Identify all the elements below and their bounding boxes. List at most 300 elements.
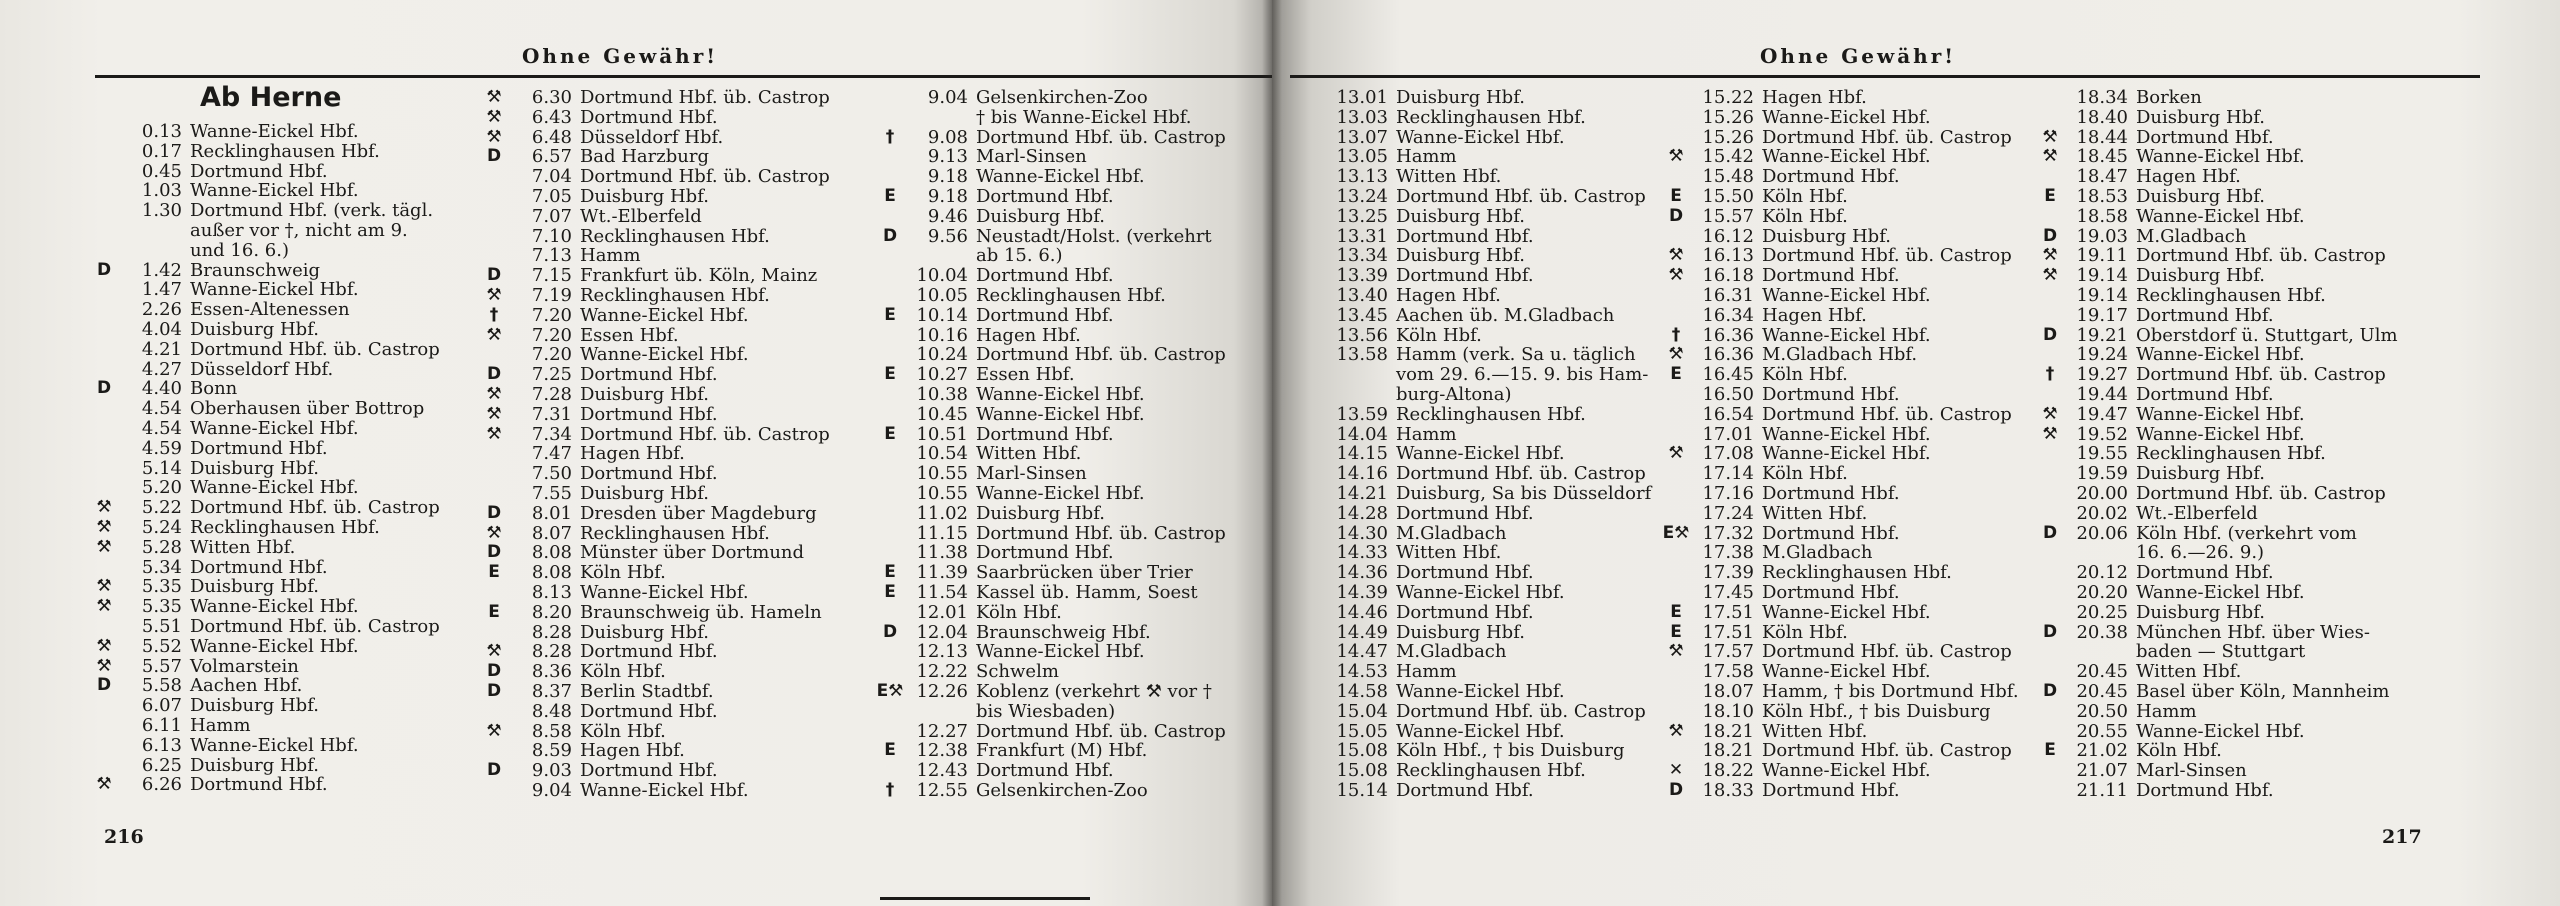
destination: Hamm xyxy=(2136,700,2197,722)
departure-time: 7.20 xyxy=(531,344,572,366)
departure-time: 13.40 xyxy=(1336,284,1388,306)
departure-time: 18.07 xyxy=(1702,680,1754,702)
destination: M.Gladbach Hbf. xyxy=(1762,344,1918,366)
destination: Wanne-Eickel Hbf. xyxy=(190,635,359,657)
destination: Saarbrücken über Trier xyxy=(976,562,1193,584)
destination: Wanne-Eickel Hbf. xyxy=(1762,284,1931,306)
destination: Wanne-Eickel Hbf. xyxy=(976,383,1145,405)
departure-time: 7.15 xyxy=(531,265,572,287)
service-marker: † xyxy=(1671,324,1681,345)
destination: Dortmund Hbf. xyxy=(2136,126,2274,148)
service-marker: E xyxy=(2044,740,2056,761)
departure-time: 10.38 xyxy=(916,383,968,405)
destination: Wanne-Eickel Hbf. xyxy=(2136,205,2305,227)
destination: Braunschweig xyxy=(190,259,320,281)
destination: burg-Altona) xyxy=(1396,383,1512,405)
left-page xyxy=(0,0,1272,906)
departure-time: 5.52 xyxy=(141,635,182,657)
destination: Wanne-Eickel Hbf. xyxy=(976,482,1145,504)
departure-time: 8.59 xyxy=(531,740,572,762)
departure-time: 10.55 xyxy=(916,482,968,504)
destination: Wanne-Eickel Hbf. xyxy=(1762,443,1931,465)
departure-time: 20.45 xyxy=(2076,680,2128,702)
departure-time: 18.45 xyxy=(2076,146,2128,168)
destination: Dortmund Hbf. üb. Castrop xyxy=(1762,126,2012,148)
destination: Duisburg Hbf. xyxy=(1396,205,1525,227)
departure-time: 15.48 xyxy=(1702,166,1754,188)
destination: Wanne-Eickel Hbf. xyxy=(1396,126,1565,148)
destination: Dortmund Hbf. üb. Castrop xyxy=(1762,245,2012,267)
departure-time: 5.34 xyxy=(141,556,182,578)
page-header: Ohne Gewähr! xyxy=(1760,44,1957,68)
destination: Wanne-Eickel Hbf. xyxy=(976,166,1145,188)
departure-time: 16.18 xyxy=(1702,265,1754,287)
service-marker: ⚒ xyxy=(486,284,502,305)
bottom-rule xyxy=(880,897,1090,900)
destination: Dortmund Hbf. xyxy=(580,106,718,128)
departure-time: 13.56 xyxy=(1336,324,1388,346)
destination: Wanne-Eickel Hbf. xyxy=(2136,581,2305,603)
destination: Recklinghausen Hbf. xyxy=(2136,443,2326,465)
service-marker: ⚒ xyxy=(2042,126,2058,147)
departure-time: 20.12 xyxy=(2076,562,2128,584)
departure-time: 6.26 xyxy=(141,774,182,796)
destination: Dortmund Hbf. xyxy=(1762,482,1900,504)
destination: Duisburg Hbf. xyxy=(580,621,709,643)
destination: Dortmund Hbf. xyxy=(1762,779,1900,801)
destination: Recklinghausen Hbf. xyxy=(190,516,380,538)
service-marker: E xyxy=(488,562,500,583)
destination: Dortmund Hbf. xyxy=(1396,265,1534,287)
destination: Oberstdorf ü. Stuttgart, Ulm xyxy=(2136,324,2398,346)
destination: Wanne-Eickel Hbf. xyxy=(580,344,749,366)
departure-time: 16.31 xyxy=(1702,284,1754,306)
departure-time: 2.26 xyxy=(141,299,182,321)
departure-time: 10.24 xyxy=(916,344,968,366)
destination: Düsseldorf Hbf. xyxy=(190,358,334,380)
service-marker: ⚒ xyxy=(96,576,112,597)
service-marker: D xyxy=(96,378,112,399)
destination: bis Wiesbaden) xyxy=(976,700,1116,722)
departure-time: 5.35 xyxy=(141,576,182,598)
destination: Recklinghausen Hbf. xyxy=(1396,106,1586,128)
destination: Wanne-Eickel Hbf. xyxy=(1396,720,1565,742)
departure-time: 14.53 xyxy=(1336,661,1388,683)
service-marker: D xyxy=(96,259,112,280)
departure-time: 14.30 xyxy=(1336,522,1388,544)
departure-time: 6.25 xyxy=(141,754,182,776)
destination: Duisburg Hbf. xyxy=(1762,225,1891,247)
departure-time: 13.07 xyxy=(1336,126,1388,148)
service-marker: E xyxy=(884,562,896,583)
departure-time: 0.45 xyxy=(141,160,182,182)
departure-time: 10.55 xyxy=(916,463,968,485)
service-marker: D xyxy=(486,146,502,167)
departure-time: 6.11 xyxy=(141,714,182,736)
destination: Dortmund Hbf. xyxy=(2136,779,2274,801)
destination: Hamm (verk. Sa u. täglich xyxy=(1396,344,1636,366)
departure-time: 4.40 xyxy=(141,378,182,400)
destination: Gelsenkirchen-Zoo xyxy=(976,779,1148,801)
service-marker: ⚒ xyxy=(486,324,502,345)
destination: Hagen Hbf. xyxy=(2136,166,2241,188)
departure-time: 16.50 xyxy=(1702,383,1754,405)
service-marker: E xyxy=(2044,185,2056,206)
destination: Dortmund Hbf. üb. Castrop xyxy=(2136,245,2386,267)
departure-time: 7.04 xyxy=(531,166,572,188)
departure-time: 14.46 xyxy=(1336,601,1388,623)
departure-time: 8.37 xyxy=(531,680,572,702)
destination: Dortmund Hbf. xyxy=(976,304,1114,326)
departure-time: 19.24 xyxy=(2076,344,2128,366)
section-title: Ab Herne xyxy=(200,82,342,113)
destination: Dortmund Hbf. xyxy=(2136,304,2274,326)
departure-time: 4.21 xyxy=(141,338,182,360)
destination: Duisburg Hbf. xyxy=(580,185,709,207)
destination: Dortmund Hbf. xyxy=(190,437,328,459)
page-number: 217 xyxy=(2382,826,2422,848)
service-marker: ⚒ xyxy=(486,522,502,543)
service-marker: ⚒ xyxy=(96,536,112,557)
departure-time: 17.39 xyxy=(1702,562,1754,584)
departure-time: 6.57 xyxy=(531,146,572,168)
departure-time: 13.34 xyxy=(1336,245,1388,267)
service-marker: D xyxy=(1668,779,1684,800)
departure-time: 19.03 xyxy=(2076,225,2128,247)
service-marker: D xyxy=(96,675,112,696)
departure-time: 15.04 xyxy=(1336,700,1388,722)
departure-time: 14.04 xyxy=(1336,423,1388,445)
departure-time: 19.52 xyxy=(2076,423,2128,445)
departure-time: 10.54 xyxy=(916,443,968,465)
departure-time: 4.27 xyxy=(141,358,182,380)
destination: Wanne-Eickel Hbf. xyxy=(190,417,359,439)
destination: Hamm xyxy=(1396,423,1457,445)
destination: Dortmund Hbf. xyxy=(1762,522,1900,544)
departure-time: 10.51 xyxy=(916,423,968,445)
departure-time: 14.49 xyxy=(1336,621,1388,643)
departure-time: 7.13 xyxy=(531,245,572,267)
service-marker: D xyxy=(2042,522,2058,543)
service-marker: † xyxy=(885,126,895,147)
departure-time: 17.16 xyxy=(1702,482,1754,504)
departure-time: 18.47 xyxy=(2076,166,2128,188)
destination: Dortmund Hbf. üb. Castrop xyxy=(976,344,1226,366)
departure-time: 11.02 xyxy=(916,502,968,524)
departure-time: 6.30 xyxy=(531,87,572,108)
destination: Dortmund Hbf. xyxy=(580,760,718,782)
destination: Düsseldorf Hbf. xyxy=(580,126,724,148)
departure-time: 20.38 xyxy=(2076,621,2128,643)
departure-time: 18.40 xyxy=(2076,106,2128,128)
departure-time: 12.26 xyxy=(916,680,968,702)
destination: und 16. 6.) xyxy=(190,239,289,261)
service-marker: ⚒ xyxy=(1668,344,1684,365)
departure-time: 17.24 xyxy=(1702,502,1754,524)
departure-time: 21.02 xyxy=(2076,740,2128,762)
departure-time: 12.27 xyxy=(916,720,968,742)
destination: Dortmund Hbf. üb. Castrop xyxy=(1396,700,1646,722)
destination: Duisburg Hbf. xyxy=(2136,463,2265,485)
destination: Wanne-Eickel Hbf. xyxy=(190,121,359,142)
destination: † bis Wanne-Eickel Hbf. xyxy=(976,106,1192,128)
destination: Dortmund Hbf. xyxy=(190,556,328,578)
destination: Köln Hbf. xyxy=(1762,205,1848,227)
destination: Duisburg Hbf. xyxy=(190,695,319,717)
destination: Oberhausen über Bottrop xyxy=(190,398,425,420)
destination: Wt.-Elberfeld xyxy=(2136,502,2258,524)
departure-time: 15.08 xyxy=(1336,760,1388,782)
departure-time: 14.47 xyxy=(1336,641,1388,663)
destination: Dortmund Hbf. xyxy=(976,423,1114,445)
service-marker: D xyxy=(486,760,502,781)
destination: Frankfurt (M) Hbf. xyxy=(976,740,1148,762)
departure-time: 6.43 xyxy=(531,106,572,128)
destination: Dortmund Hbf. xyxy=(1396,225,1534,247)
destination: Wanne-Eickel Hbf. xyxy=(2136,146,2305,168)
destination: Duisburg Hbf. xyxy=(1396,245,1525,267)
departure-time: 12.22 xyxy=(916,661,968,683)
departure-time: 11.15 xyxy=(916,522,968,544)
destination: Hagen Hbf. xyxy=(580,740,685,762)
departure-time: 17.32 xyxy=(1702,522,1754,544)
service-marker: † xyxy=(489,304,499,325)
destination: Dortmund Hbf. üb. Castrop xyxy=(2136,482,2386,504)
departure-time: 9.46 xyxy=(927,205,968,227)
destination: Frankfurt üb. Köln, Mainz xyxy=(580,265,818,287)
destination: Hagen Hbf. xyxy=(976,324,1081,346)
destination: Dresden über Magdeburg xyxy=(580,502,817,524)
destination: Recklinghausen Hbf. xyxy=(190,140,380,162)
departure-time: 13.59 xyxy=(1336,403,1388,425)
destination: Dortmund Hbf. üb. Castrop xyxy=(1396,185,1646,207)
departure-time: 15.14 xyxy=(1336,779,1388,801)
destination: Köln Hbf. xyxy=(580,661,666,683)
service-marker: D xyxy=(486,680,502,701)
destination: Dortmund Hbf. üb. Castrop xyxy=(1762,641,2012,663)
service-marker: ⚒ xyxy=(96,635,112,656)
service-marker: ⚒ xyxy=(1668,641,1684,662)
departure-time: 19.17 xyxy=(2076,304,2128,326)
destination: Dortmund Hbf. xyxy=(976,185,1114,207)
header-rule xyxy=(1290,75,2480,78)
destination: Köln Hbf., † bis Duisburg xyxy=(1396,740,1625,762)
destination: Duisburg Hbf. xyxy=(976,502,1105,524)
departure-time: 8.13 xyxy=(531,581,572,603)
departure-time: 18.10 xyxy=(1702,700,1754,722)
departure-time: 12.38 xyxy=(916,740,968,762)
destination: Dortmund Hbf. xyxy=(1762,581,1900,603)
departure-time: 21.11 xyxy=(2076,779,2128,801)
service-marker: E xyxy=(1670,601,1682,622)
destination: Dortmund Hbf. üb. Castrop xyxy=(190,497,440,519)
departure-time: 7.31 xyxy=(531,403,572,425)
destination: München Hbf. über Wies- xyxy=(2136,621,2370,643)
departure-time: 7.50 xyxy=(531,463,572,485)
destination: Gelsenkirchen-Zoo xyxy=(976,87,1148,108)
destination: Witten Hbf. xyxy=(1396,542,1502,564)
destination: M.Gladbach xyxy=(2136,225,2247,247)
departure-time: 11.54 xyxy=(916,581,968,603)
departure-time: 1.03 xyxy=(141,180,182,202)
departure-time: 14.36 xyxy=(1336,562,1388,584)
departure-time: 16.45 xyxy=(1702,364,1754,386)
departure-time: 16.36 xyxy=(1702,344,1754,366)
service-marker: ⚒ xyxy=(486,403,502,424)
departure-time: 6.13 xyxy=(141,734,182,756)
departure-time: 8.36 xyxy=(531,661,572,683)
destination: Dortmund Hbf. xyxy=(580,364,718,386)
departure-time: 20.50 xyxy=(2076,700,2128,722)
service-marker: D xyxy=(486,265,502,286)
departure-time: 9.04 xyxy=(927,87,968,108)
destination: Recklinghausen Hbf. xyxy=(976,284,1166,306)
service-marker: † xyxy=(2045,364,2055,385)
destination: Neustadt/Holst. (verkehrt xyxy=(976,225,1212,247)
destination: Dortmund Hbf. üb. Castrop xyxy=(976,720,1226,742)
departure-time: 10.05 xyxy=(916,284,968,306)
service-marker: ⚒ xyxy=(2042,423,2058,444)
destination: Wanne-Eickel Hbf. xyxy=(2136,423,2305,445)
destination: Köln Hbf. xyxy=(976,601,1062,623)
service-marker: E⚒ xyxy=(1662,522,1690,543)
service-marker: ⚒ xyxy=(1668,265,1684,286)
destination: Dortmund Hbf. xyxy=(580,463,718,485)
destination: baden — Stuttgart xyxy=(2136,641,2306,663)
destination: Wanne-Eickel Hbf. xyxy=(190,279,359,301)
departure-time: 13.45 xyxy=(1336,304,1388,326)
service-marker: D xyxy=(2042,225,2058,246)
departure-time: 16.13 xyxy=(1702,245,1754,267)
departure-time: 13.24 xyxy=(1336,185,1388,207)
departure-time: 16.34 xyxy=(1702,304,1754,326)
departure-time: 19.27 xyxy=(2076,364,2128,386)
destination: Dortmund Hbf. xyxy=(580,700,718,722)
destination: Dortmund Hbf. üb. Castrop xyxy=(190,615,440,637)
destination: Recklinghausen Hbf. xyxy=(580,522,770,544)
departure-time: 7.34 xyxy=(531,423,572,445)
destination: M.Gladbach xyxy=(1396,522,1507,544)
service-marker: E xyxy=(884,423,896,444)
destination: Wanne-Eickel Hbf. xyxy=(1762,601,1931,623)
departure-time: 7.10 xyxy=(531,225,572,247)
destination: Braunschweig Hbf. xyxy=(976,621,1151,643)
departure-time: 4.54 xyxy=(141,417,182,439)
destination: Hagen Hbf. xyxy=(1396,284,1501,306)
departure-time: 19.11 xyxy=(2076,245,2128,267)
destination: Bad Harzburg xyxy=(580,146,709,168)
destination: Hamm xyxy=(580,245,641,267)
departure-time: 15.26 xyxy=(1702,126,1754,148)
departure-time: 15.50 xyxy=(1702,185,1754,207)
departure-time: 18.34 xyxy=(2076,87,2128,108)
service-marker: ⚒ xyxy=(2042,403,2058,424)
departure-time: 17.51 xyxy=(1702,601,1754,623)
destination: Recklinghausen Hbf. xyxy=(580,284,770,306)
departure-time: 19.59 xyxy=(2076,463,2128,485)
departure-time: 7.25 xyxy=(531,364,572,386)
departure-time: 7.55 xyxy=(531,482,572,504)
service-marker: ⚒ xyxy=(2042,146,2058,167)
destination: Wanne-Eickel Hbf. xyxy=(190,180,359,202)
departure-time: 13.13 xyxy=(1336,166,1388,188)
service-marker: E xyxy=(488,601,500,622)
departure-time: 19.14 xyxy=(2076,284,2128,306)
destination: Wanne-Eickel Hbf. xyxy=(1762,423,1931,445)
service-marker: ⚒ xyxy=(1668,443,1684,464)
service-marker: E xyxy=(884,185,896,206)
departure-time: 15.26 xyxy=(1702,106,1754,128)
departure-time: 5.51 xyxy=(141,615,182,637)
service-marker: D xyxy=(882,225,898,246)
destination: Wanne-Eickel Hbf. xyxy=(1762,661,1931,683)
departure-time: 19.44 xyxy=(2076,383,2128,405)
destination: Wanne-Eickel Hbf. xyxy=(1762,106,1931,128)
destination: Wanne-Eickel Hbf. xyxy=(190,596,359,618)
service-marker: † xyxy=(885,779,895,800)
destination: Essen Hbf. xyxy=(976,364,1075,386)
destination: M.Gladbach xyxy=(1396,641,1507,663)
destination: Marl-Sinsen xyxy=(2136,760,2247,782)
destination: Duisburg Hbf. xyxy=(1396,87,1525,108)
destination: Witten Hbf. xyxy=(2136,661,2242,683)
destination: Dortmund Hbf. üb. Castrop xyxy=(1396,463,1646,485)
departure-time: 7.05 xyxy=(531,185,572,207)
destination: Wanne-Eickel Hbf. xyxy=(1762,146,1931,168)
departure-time: 18.33 xyxy=(1702,779,1754,801)
destination: Dortmund Hbf. xyxy=(1762,383,1900,405)
departure-time: 4.04 xyxy=(141,318,182,340)
destination: Duisburg Hbf. xyxy=(580,383,709,405)
destination: Recklinghausen Hbf. xyxy=(1762,562,1952,584)
destination: Dortmund Hbf. xyxy=(976,265,1114,287)
destination: Duisburg Hbf. xyxy=(2136,601,2265,623)
service-marker: ✕ xyxy=(1668,760,1684,781)
destination: Hagen Hbf. xyxy=(1762,87,1867,108)
destination: Köln Hbf. xyxy=(1762,621,1848,643)
departure-time: 1.42 xyxy=(141,259,182,281)
destination: Duisburg, Sa bis Düsseldorf xyxy=(1396,482,1652,504)
service-marker: ⚒ xyxy=(1668,720,1684,741)
destination: Dortmund Hbf. xyxy=(1396,562,1534,584)
destination: Witten Hbf. xyxy=(190,536,296,558)
departure-time: 20.02 xyxy=(2076,502,2128,524)
destination: Aachen üb. M.Gladbach xyxy=(1396,304,1615,326)
destination: Wanne-Eickel Hbf. xyxy=(2136,344,2305,366)
departure-time: 8.07 xyxy=(531,522,572,544)
destination: Köln Hbf. xyxy=(580,720,666,742)
destination: Wanne-Eickel Hbf. xyxy=(976,641,1145,663)
departure-time: 15.08 xyxy=(1336,740,1388,762)
departure-time: 5.58 xyxy=(141,675,182,697)
departure-time: 12.13 xyxy=(916,641,968,663)
destination: Wanne-Eickel Hbf. xyxy=(1396,581,1565,603)
header-rule xyxy=(95,75,1272,78)
departure-time: 13.01 xyxy=(1336,87,1388,108)
destination: außer vor †, nicht am 9. xyxy=(190,219,408,241)
destination: Wanne-Eickel Hbf. xyxy=(1396,680,1565,702)
departure-time: 21.07 xyxy=(2076,760,2128,782)
departure-time: 18.53 xyxy=(2076,185,2128,207)
destination: Dortmund Hbf. üb. Castrop xyxy=(976,126,1226,148)
departure-time: 19.14 xyxy=(2076,265,2128,287)
departure-time: 8.28 xyxy=(531,621,572,643)
destination: Duisburg Hbf. xyxy=(2136,265,2265,287)
destination: Berlin Stadtbf. xyxy=(580,680,714,702)
service-marker: ⚒ xyxy=(96,516,112,537)
destination: Braunschweig üb. Hameln xyxy=(580,601,822,623)
departure-time: 8.58 xyxy=(531,720,572,742)
